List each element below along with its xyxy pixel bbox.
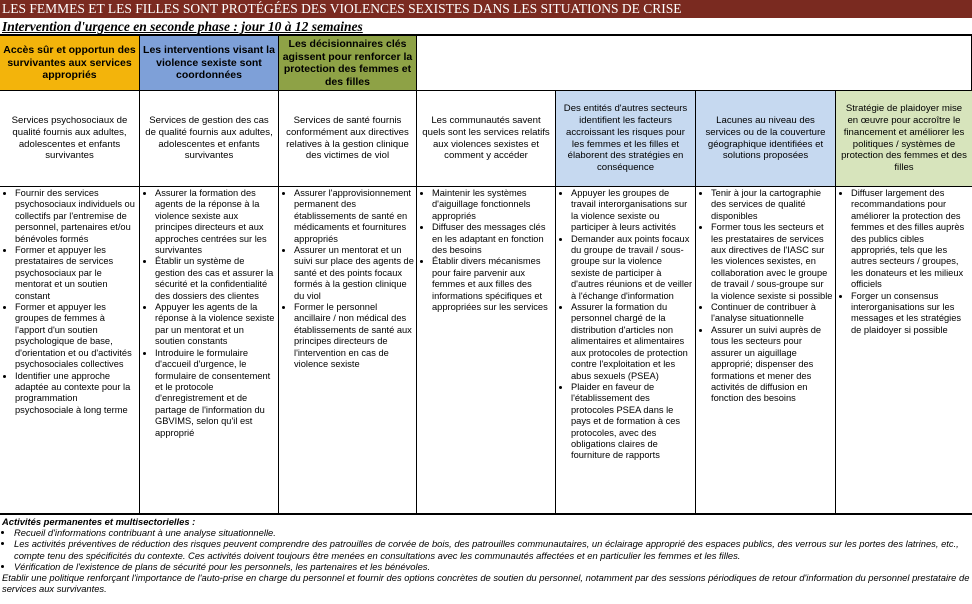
activities-psychosocial [0,187,140,514]
list-item: • Plaider en faveur de l'établissement des protocoles PSEA dans le pays et de formation à ces protocoles, avec des obligations claires de fourniture de rapports [571,382,693,462]
list-item: • Maintenir les systèmes d'aiguillage fonctionnels appropriés [432,188,553,222]
list-item: • Diffuser largement des recommandations pour améliorer la protection des femmes et des filles auprès des publics cibles appropriés, tels que les autres secteurs / groupes, les donateurs et les milieux officiels [851,188,970,291]
heading-other-sectors: Des entités d'autres secteurs identifient les facteurs accroissant les risques pour les femmes et les filles et élaborent des stratégies en conséquence [556,91,696,187]
list-item: • Établir un système de gestion des cas et assurer la sécurité et la confidentialité des dossiers des clientes [155,256,276,302]
framework-table [0,36,972,514]
list-item: • Former tous les secteurs et les prestataires de services aux directives de l'IASC sur les violences sexistes, en collaboration avec le groupe de travail / sous-groupe sur la violence sexiste si possible [711,222,833,302]
cross-cutting-activities [0,514,972,604]
list-item: • Appuyer les agents de la réponse à la violence sexiste par un mentorat et un soutien constants [155,302,276,348]
outcome-header-protection: Les décisionnaires clés agissent pour renforcer la protection des femmes et des filles [279,36,417,91]
list-item: • Former le personnel ancillaire / non médical des établissements de santé aux principes directeurs de l'intervention en cas de violence sexiste [294,302,414,370]
activities-case-management [140,187,279,514]
list-item: • Former et appuyer les prestataires de services psychosociaux par le mentorat et un soutien constant [15,245,137,302]
list-item: • Diffuser des messages clés en les adaptant en fonction des besoins [432,222,553,256]
outcome-header-coordination: Les interventions visant la violence sexiste sont coordonnées [140,36,279,91]
list-item: • Assurer un mentorat et un suivi sur place des agents de santé et des points focaux formés à la gestion clinique du viol [294,245,414,302]
list-item: • Les activités préventives de réduction des risques peuvent comprendre des patrouilles de corvée de bois, des patrouilles communautaires, un éclairage approprié des espaces publics, des verrous sur les portes des latrines, etc., compte tenu des spécificités du contexte. Ces activités doivent toujours être menées en consultations avec les communautés affectées et en particulier les femmes et les filles. [14,538,972,560]
activities-gaps [696,187,836,514]
list-item: • Identifier une approche adaptée au contexte pour la programmation psychosociale à long terme [15,371,137,417]
phase-heading: Intervention d'urgence en seconde phase : jour 10 à 12 semaines [0,18,972,36]
list-item: • Fournir des services psychosociaux individuels ou collectifs par l'entremise de personnel, partenaires et/ou bénévoles formés [15,188,137,245]
heading-advocacy: Stratégie de plaidoyer mise en œuvre pour accroître le financement et améliorer les politiques / systèmes de protection des femmes et des filles [836,91,972,187]
outcome-header-blank [417,36,972,91]
activities-communities [417,187,556,514]
footer-title: Activités permanentes et multisectorielles : [2,516,196,527]
list-item: • Forger un consensus interorganisations sur les messages et les stratégies de plaidoyer si possible [851,291,970,337]
list-item: • Vérification de l'existence de plans de sécurité pour les personnels, les partenaires et les bénévoles. [14,561,972,572]
list-item: • Établir divers mécanismes pour faire parvenir aux femmes et aux filles des informations spécifiques et appropriées sur les services [432,256,553,313]
heading-gaps: Lacunes au niveau des services ou de la couverture géographique identifiées et solutions proposées [696,91,836,187]
list-item: • Introduire le formulaire d'accueil d'urgence, le formulaire de consentement et le protocole d'enregistrement et de partage de l'information du GBVIMS, selon qu'il est approprié [155,348,276,439]
list-item: • Assurer l'approvisionnement permanent des établissements de santé en médicaments et fournitures appropriés [294,188,414,245]
activities-health [279,187,417,514]
list-item: • Tenir à jour la cartographie des services de qualité disponibles [711,188,833,222]
list-item: • Appuyer les groupes de travail interorganisations sur la violence sexiste ou participer à leurs activités [571,188,693,234]
heading-health: Services de santé fournis conformément aux directives relatives à la gestion clinique des victimes de viol [279,91,417,187]
list-item: • Former et appuyer les groupes de femmes à l'apport d'un soutien psychologique de base, d'orientation et ou d'activités psychosociales collectives [15,302,137,370]
document-title: LES FEMMES ET LES FILLES SONT PROTÉGÉES DES VIOLENCES SEXISTES DANS LES SITUATIONS DE CRISE [0,0,972,18]
list-item: • Recueil d'informations contribuant à une analyse situationnelle. [14,527,972,538]
activities-advocacy [836,187,972,514]
list-item: • Assurer un suivi auprès de tous les secteurs pour assurer un aiguillage approprié; dispenser des formations et mener des activités de diffusion en fonction des besoins [711,325,833,405]
list-item: • Assurer la formation du personnel chargé de la distribution d'articles non alimentaires et alimentaires aux protocoles de protection contre l'exploitation et les abus sexuels (PSEA) [571,302,693,382]
activities-other-sectors [556,187,696,514]
list-item: • Assurer la formation des agents de la réponse à la violence sexiste aux principes directeurs et aux approches centrées sur les survivantes [155,188,276,256]
list-item: • Demander aux points focaux du groupe de travail / sous-groupe sur la violence sexiste de participer à d'autres réunions et de veiller à l'échange d'information [571,234,693,302]
footer-closing: Etablir une politique renforçant l'importance de l'auto-prise en charge du personnel et fournir des options concrètes de soutien du personnel, notamment par des sessions périodiques de retour d'information du personnel prestataire de services aux survivantes. [2,572,970,595]
heading-communities: Les communautés savent quels sont les services relatifs aux violences sexistes et comment y accéder [417,91,556,187]
heading-case-management: Services de gestion des cas de qualité fournis aux adultes, adolescentes et enfants survivantes [140,91,279,187]
heading-psychosocial: Services psychosociaux de qualité fournis aux adultes, adolescentes et enfants survivantes [0,91,140,187]
list-item: • Continuer de contribuer à l'analyse situationnelle [711,302,833,325]
outcome-header-access: Accès sûr et opportun des survivantes aux services appropriés [0,36,140,91]
